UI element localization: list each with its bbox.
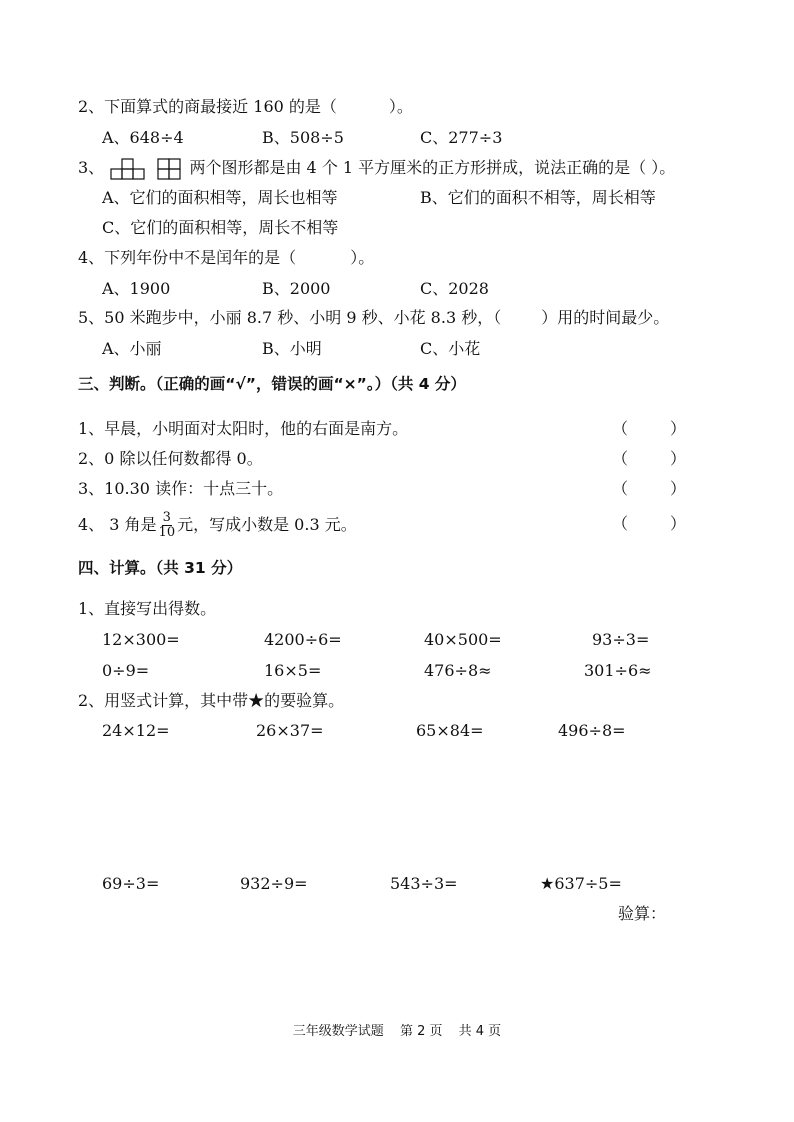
q3-option-b: B、它们的面积不相等，周长相等 <box>420 188 656 207</box>
q3-option-a: A、它们的面积相等，周长也相等 <box>102 188 338 207</box>
judge-item-4 <box>78 510 357 540</box>
section-4-sub-2: 2、用竖式计算，其中带★的要验算。 <box>78 691 345 710</box>
vertical-calc-item-starred: ★637÷5= <box>540 874 622 893</box>
question-2-text: 2、下面算式的商最接近 160 的是（ <box>78 97 337 116</box>
fraction-numerator: 3 <box>162 510 171 525</box>
vertical-calc-item: 65×84= <box>416 721 484 740</box>
vertical-calc-item: 543÷3= <box>390 874 458 893</box>
oral-calc-item: 4200÷6= <box>264 630 342 649</box>
q4-option-c: C、2028 <box>420 279 489 298</box>
judge-3-open-paren: （ <box>612 479 629 498</box>
footer-total-pages: 共 4 页 <box>458 1024 502 1039</box>
vertical-calc-item: 69÷3= <box>102 874 160 893</box>
q2-option-b: B、508÷5 <box>262 128 344 147</box>
judge-item-4-text-b: 元，写成小数是 0.3 元。 <box>177 515 357 534</box>
square-grid-figure-icon <box>156 158 184 180</box>
question-5-stem <box>78 307 669 329</box>
q5-option-a: A、小丽 <box>102 339 162 358</box>
judge-1-open-paren: （ <box>612 419 629 438</box>
section-3-title: 三、判断。（正确的画“√”，错误的画“×”。）（共 4 分） <box>78 375 466 393</box>
question-4-stem <box>78 247 374 269</box>
vertical-calc-item: 26×37= <box>256 721 324 740</box>
question-2-close: ）。 <box>388 97 413 116</box>
q5-option-c: C、小花 <box>420 339 481 358</box>
check-label: 验算： <box>618 904 667 923</box>
judge-item-4-text-a: 4、 3 角是 <box>78 515 157 534</box>
q4-option-b: B、2000 <box>262 279 331 298</box>
t-shape-figure-icon <box>109 158 147 180</box>
q2-option-c: C、277÷3 <box>420 128 503 147</box>
fraction-denominator: 10 <box>158 525 176 540</box>
vertical-calc-item: 932÷9= <box>240 874 308 893</box>
oral-calc-item: 301÷6≈ <box>584 661 652 680</box>
vertical-calc-item: 496÷8= <box>558 721 626 740</box>
judge-2-open-paren: （ <box>612 449 629 468</box>
judge-item-3: 3、10.30 读作：十点三十。 <box>78 479 284 498</box>
q2-option-a: A、648÷4 <box>102 128 184 147</box>
question-2-stem <box>78 96 413 118</box>
page-footer <box>0 1020 794 1039</box>
oral-calc-item: 93÷3= <box>592 630 650 649</box>
fraction <box>159 511 176 540</box>
section-4-sub-1: 1、直接写出得数。 <box>78 599 217 618</box>
judge-1-close-paren: ） <box>670 419 687 438</box>
section-4-title: 四、计算。（共 31 分） <box>78 559 243 577</box>
question-5-close: ）用的时间最少。 <box>541 308 670 327</box>
question-3-stem <box>78 157 675 180</box>
question-4-text: 4、下列年份中不是闰年的是（ <box>78 248 297 267</box>
oral-calc-item: 16×5= <box>264 661 322 680</box>
footer-title: 三年级数学试题 <box>292 1024 384 1039</box>
oral-calc-item: 40×500= <box>424 630 502 649</box>
oral-calc-item: 0÷9= <box>102 661 150 680</box>
q5-option-b: B、小明 <box>262 339 322 358</box>
question-3-text: 两个图形都是由 4 个 1 平方厘米的正方形拼成，说法正确的是（ ）。 <box>189 158 676 177</box>
judge-4-open-paren: （ <box>612 514 629 533</box>
oral-calc-item: 476÷8≈ <box>424 661 492 680</box>
vertical-calc-item: 24×12= <box>102 721 170 740</box>
judge-3-close-paren: ） <box>670 479 687 498</box>
judge-4-close-paren: ） <box>670 514 687 533</box>
q4-option-a: A、1900 <box>102 279 171 298</box>
q3-option-c: C、它们的面积相等，周长不相等 <box>102 218 339 237</box>
question-5-text: 5、50 米跑步中，小丽 8.7 秒、小明 9 秒、小花 8.3 秒，（ <box>78 308 502 327</box>
judge-2-close-paren: ） <box>670 449 687 468</box>
footer-page-number: 第 2 页 <box>399 1024 443 1039</box>
judge-item-1: 1、早晨，小明面对太阳时，他的右面是南方。 <box>78 419 409 438</box>
oral-calc-item: 12×300= <box>102 630 180 649</box>
judge-item-2: 2、0 除以任何数都得 0。 <box>78 449 263 468</box>
question-4-close: ）。 <box>350 248 375 267</box>
question-3-number: 3、 <box>78 158 105 177</box>
